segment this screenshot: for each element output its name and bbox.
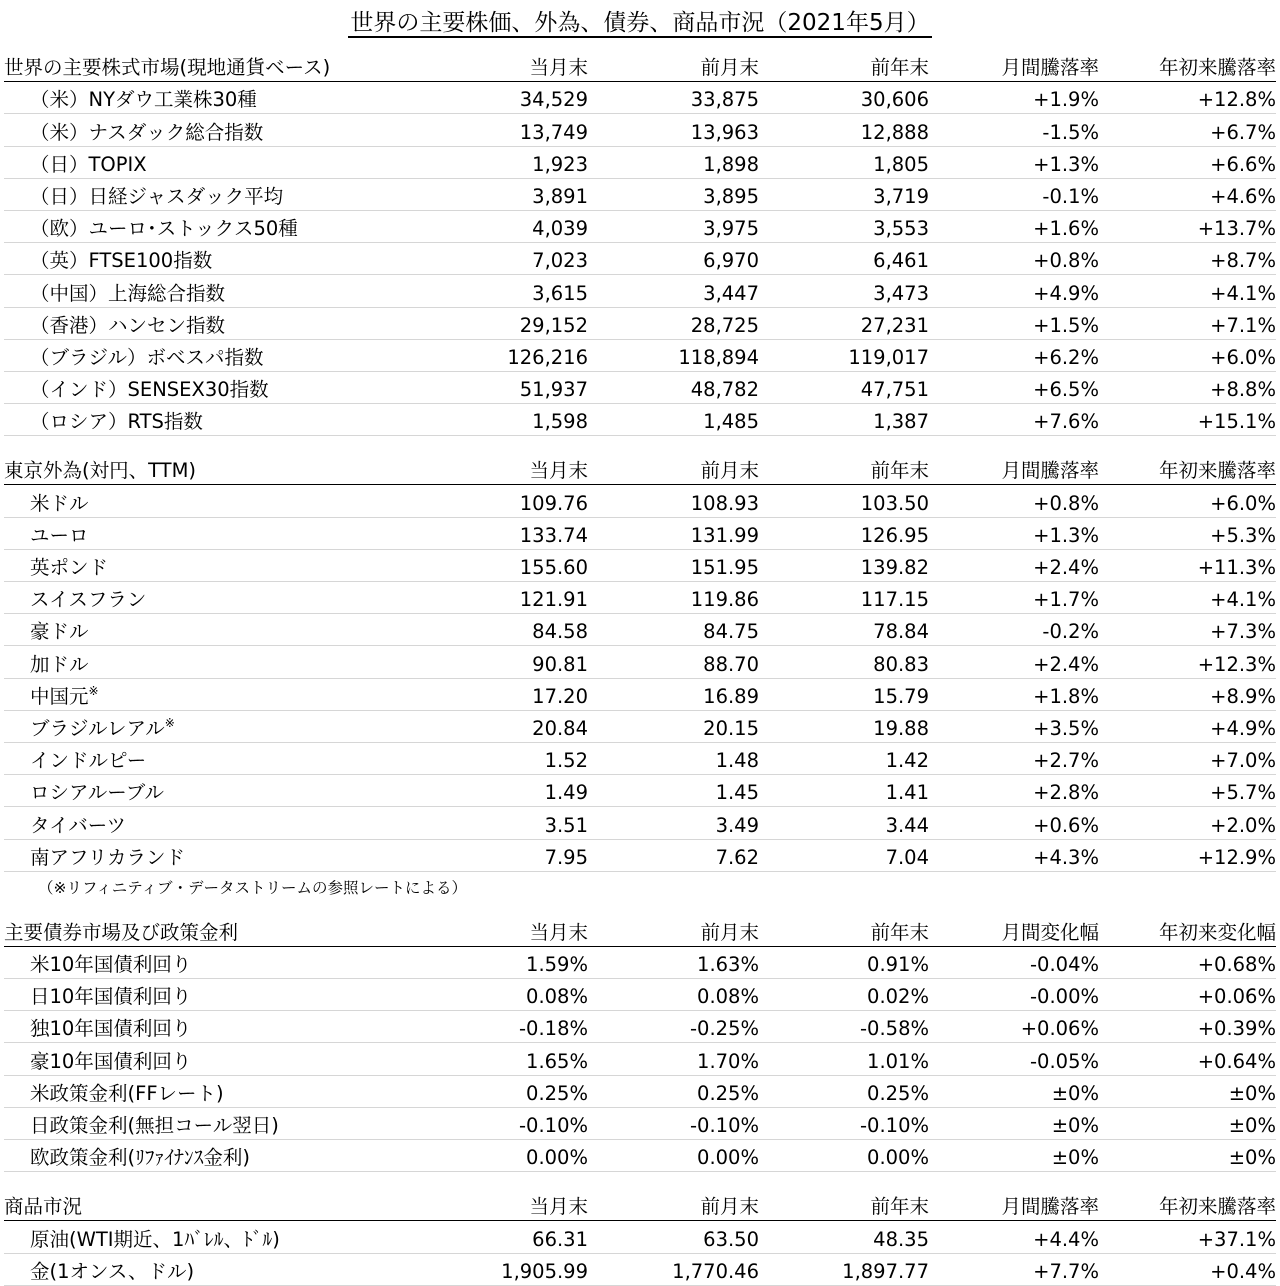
monthly-change-cell: +2.7% — [929, 742, 1099, 774]
label-cell: 南アフリカランド — [4, 839, 390, 871]
table-row — [4, 582, 1276, 614]
previous-month-end-cell: 16.89 — [588, 678, 759, 710]
column-header: 前月末 — [588, 50, 759, 82]
section-title: 世界の主要株式市場(現地通貨ベース) — [4, 50, 390, 82]
previous-year-end-cell: 117.15 — [759, 582, 929, 614]
table-row — [4, 678, 1276, 710]
table-row — [4, 1011, 1276, 1043]
ytd-change-cell: +5.7% — [1099, 775, 1276, 807]
table-row — [4, 549, 1276, 581]
current-month-end-cell: 7,023 — [390, 243, 588, 275]
section-spacer — [4, 898, 1276, 915]
previous-year-end-cell: 78.84 — [759, 614, 929, 646]
monthly-change-cell: ±0% — [929, 1140, 1099, 1172]
previous-year-end-cell: 1,897.77 — [759, 1253, 929, 1285]
monthly-change-cell: ±0% — [929, 1075, 1099, 1107]
current-month-end-cell: 1,905.99 — [390, 1253, 588, 1285]
ytd-change-cell: +4.6% — [1099, 178, 1276, 210]
label-cell: 豪10年国債利回り — [4, 1043, 390, 1075]
label-cell: タイバーツ — [4, 807, 390, 839]
previous-month-end-cell: -0.25% — [588, 1011, 759, 1043]
table-row — [4, 517, 1276, 549]
monthly-change-cell: -0.2% — [929, 614, 1099, 646]
current-month-end-cell: 20.84 — [390, 710, 588, 742]
current-month-end-cell: 155.60 — [390, 549, 588, 581]
label-cell: （日）日経ジャスダック平均 — [4, 178, 390, 210]
ytd-change-cell: +6.6% — [1099, 146, 1276, 178]
previous-year-end-cell: 139.82 — [759, 549, 929, 581]
current-month-end-cell: 84.58 — [390, 614, 588, 646]
label-cell: 日10年国債利回り — [4, 979, 390, 1011]
column-header: 前月末 — [588, 1189, 759, 1221]
label-cell: （インド）SENSEX30指数 — [4, 371, 390, 403]
current-month-end-cell: 0.08% — [390, 979, 588, 1011]
section-title: 主要債券市場及び政策金利 — [4, 915, 390, 947]
monthly-change-cell: +6.5% — [929, 371, 1099, 403]
table-row — [4, 307, 1276, 339]
label-cell: （中国）上海総合指数 — [4, 275, 390, 307]
previous-year-end-cell: 1.42 — [759, 742, 929, 774]
label-cell: （米）NYダウ工業株30種 — [4, 82, 390, 114]
current-month-end-cell: -0.10% — [390, 1107, 588, 1139]
ytd-change-cell: +6.0% — [1099, 339, 1276, 371]
monthly-change-cell: +0.6% — [929, 807, 1099, 839]
previous-month-end-cell: 48,782 — [588, 371, 759, 403]
current-month-end-cell: 1,923 — [390, 146, 588, 178]
monthly-change-cell: +1.8% — [929, 678, 1099, 710]
previous-month-end-cell: 0.25% — [588, 1075, 759, 1107]
current-month-end-cell: 7.95 — [390, 839, 588, 871]
monthly-change-cell: +7.7% — [929, 1253, 1099, 1285]
label-cell: 金(1オンス、ドル) — [4, 1253, 390, 1285]
footnote-mark: ※ — [88, 683, 99, 698]
monthly-change-cell: -0.00% — [929, 979, 1099, 1011]
table-row — [4, 404, 1276, 436]
current-month-end-cell: 17.20 — [390, 678, 588, 710]
section-title: 商品市況 — [4, 1189, 390, 1221]
previous-month-end-cell: 1.45 — [588, 775, 759, 807]
ytd-change-cell: +7.0% — [1099, 742, 1276, 774]
ytd-change-cell: +12.9% — [1099, 839, 1276, 871]
table-row — [4, 339, 1276, 371]
column-header: 当月末 — [390, 915, 588, 947]
ytd-change-cell: +0.68% — [1099, 946, 1276, 978]
label-cell: （日）TOPIX — [4, 146, 390, 178]
previous-month-end-cell: 131.99 — [588, 517, 759, 549]
label-cell: 米ドル — [4, 485, 390, 517]
ytd-change-cell: +12.8% — [1099, 82, 1276, 114]
previous-month-end-cell: 0.08% — [588, 979, 759, 1011]
table-row — [4, 839, 1276, 871]
table-row — [4, 807, 1276, 839]
previous-month-end-cell: 119.86 — [588, 582, 759, 614]
table-row — [4, 1107, 1276, 1139]
label-cell: 独10年国債利回り — [4, 1011, 390, 1043]
previous-year-end-cell: 0.91% — [759, 946, 929, 978]
footnote-row — [4, 871, 1276, 898]
current-month-end-cell: 0.25% — [390, 1075, 588, 1107]
current-month-end-cell: 1,598 — [390, 404, 588, 436]
table-row — [4, 1043, 1276, 1075]
monthly-change-cell: +1.6% — [929, 210, 1099, 242]
label-cell: （米）ナスダック総合指数 — [4, 114, 390, 146]
previous-year-end-cell: -0.10% — [759, 1107, 929, 1139]
monthly-change-cell: +4.4% — [929, 1221, 1099, 1253]
monthly-change-cell: -1.5% — [929, 114, 1099, 146]
section-title: 東京外為(対円、TTM) — [4, 453, 390, 485]
column-header: 年初来騰落率 — [1099, 453, 1276, 485]
section-spacer — [4, 1172, 1276, 1190]
table-row — [4, 946, 1276, 978]
previous-year-end-cell: 1,387 — [759, 404, 929, 436]
previous-year-end-cell: 119,017 — [759, 339, 929, 371]
current-month-end-cell: -0.18% — [390, 1011, 588, 1043]
label-cell: 日政策金利(無担コール翌日) — [4, 1107, 390, 1139]
table-row — [4, 775, 1276, 807]
table-row — [4, 1253, 1276, 1285]
column-header: 年初来変化幅 — [1099, 915, 1276, 947]
ytd-change-cell: +6.7% — [1099, 114, 1276, 146]
table-row — [4, 114, 1276, 146]
current-month-end-cell: 66.31 — [390, 1221, 588, 1253]
column-header: 前月末 — [588, 453, 759, 485]
column-header: 月間騰落率 — [929, 1189, 1099, 1221]
previous-year-end-cell: 3,719 — [759, 178, 929, 210]
column-header: 年初来騰落率 — [1099, 1189, 1276, 1221]
monthly-change-cell: +2.4% — [929, 549, 1099, 581]
ytd-change-cell: +8.9% — [1099, 678, 1276, 710]
monthly-change-cell: +2.4% — [929, 646, 1099, 678]
monthly-change-cell: +1.3% — [929, 146, 1099, 178]
section-header-row — [4, 453, 1276, 485]
previous-year-end-cell: 19.88 — [759, 710, 929, 742]
monthly-change-cell: +0.8% — [929, 243, 1099, 275]
table-row — [4, 210, 1276, 242]
label-cell: スイスフラン — [4, 582, 390, 614]
previous-year-end-cell: 27,231 — [759, 307, 929, 339]
previous-year-end-cell: 47,751 — [759, 371, 929, 403]
previous-year-end-cell: 30,606 — [759, 82, 929, 114]
label-cell: 米政策金利(FFレート) — [4, 1075, 390, 1107]
column-header: 前月末 — [588, 915, 759, 947]
section-header-row — [4, 50, 1276, 82]
previous-month-end-cell: 3,975 — [588, 210, 759, 242]
previous-month-end-cell: 1,770.46 — [588, 1253, 759, 1285]
current-month-end-cell: 1.65% — [390, 1043, 588, 1075]
ytd-change-cell: ±0% — [1099, 1140, 1276, 1172]
table-row — [4, 614, 1276, 646]
ytd-change-cell: +6.0% — [1099, 485, 1276, 517]
table-row — [4, 82, 1276, 114]
previous-month-end-cell: 151.95 — [588, 549, 759, 581]
monthly-change-cell: +3.5% — [929, 710, 1099, 742]
ytd-change-cell: +12.3% — [1099, 646, 1276, 678]
previous-month-end-cell: 88.70 — [588, 646, 759, 678]
current-month-end-cell: 51,937 — [390, 371, 588, 403]
previous-month-end-cell: -0.10% — [588, 1107, 759, 1139]
column-header: 当月末 — [390, 1189, 588, 1221]
previous-month-end-cell: 33,875 — [588, 82, 759, 114]
current-month-end-cell: 3,891 — [390, 178, 588, 210]
ytd-change-cell: +0.06% — [1099, 979, 1276, 1011]
table-row — [4, 646, 1276, 678]
monthly-change-cell: +6.2% — [929, 339, 1099, 371]
previous-month-end-cell: 1.63% — [588, 946, 759, 978]
previous-month-end-cell: 3,895 — [588, 178, 759, 210]
table-row — [4, 178, 1276, 210]
current-month-end-cell: 133.74 — [390, 517, 588, 549]
label-cell: （香港）ハンセン指数 — [4, 307, 390, 339]
table-row — [4, 1075, 1276, 1107]
current-month-end-cell: 109.76 — [390, 485, 588, 517]
previous-month-end-cell: 6,970 — [588, 243, 759, 275]
previous-year-end-cell: 3,473 — [759, 275, 929, 307]
footnote-mark: ※ — [164, 715, 175, 730]
previous-month-end-cell: 1.48 — [588, 742, 759, 774]
column-header: 月間騰落率 — [929, 50, 1099, 82]
label-cell: インドルピー — [4, 742, 390, 774]
current-month-end-cell: 126,216 — [390, 339, 588, 371]
table-row — [4, 485, 1276, 517]
previous-year-end-cell: 7.04 — [759, 839, 929, 871]
previous-year-end-cell: 0.02% — [759, 979, 929, 1011]
current-month-end-cell: 4,039 — [390, 210, 588, 242]
monthly-change-cell: ±0% — [929, 1107, 1099, 1139]
table-row — [4, 371, 1276, 403]
ytd-change-cell: +15.1% — [1099, 404, 1276, 436]
ytd-change-cell: +0.39% — [1099, 1011, 1276, 1043]
ytd-change-cell: +7.1% — [1099, 307, 1276, 339]
previous-month-end-cell: 28,725 — [588, 307, 759, 339]
monthly-change-cell: +1.9% — [929, 82, 1099, 114]
previous-month-end-cell: 118,894 — [588, 339, 759, 371]
previous-year-end-cell: 3.44 — [759, 807, 929, 839]
table-row — [4, 146, 1276, 178]
label-cell: 豪ドル — [4, 614, 390, 646]
previous-year-end-cell: 15.79 — [759, 678, 929, 710]
label-cell: 米10年国債利回り — [4, 946, 390, 978]
label-cell: 英ポンド — [4, 549, 390, 581]
previous-month-end-cell: 13,963 — [588, 114, 759, 146]
table-row — [4, 275, 1276, 307]
table-row — [4, 1140, 1276, 1172]
ytd-change-cell: +2.0% — [1099, 807, 1276, 839]
table-row — [4, 1221, 1276, 1253]
previous-year-end-cell: 1.01% — [759, 1043, 929, 1075]
monthly-change-cell: +2.8% — [929, 775, 1099, 807]
market-table — [4, 50, 1276, 1286]
column-header: 年初来騰落率 — [1099, 50, 1276, 82]
monthly-change-cell: +7.6% — [929, 404, 1099, 436]
ytd-change-cell: +4.1% — [1099, 582, 1276, 614]
label-cell: 加ドル — [4, 646, 390, 678]
monthly-change-cell: +1.3% — [929, 517, 1099, 549]
current-month-end-cell: 29,152 — [390, 307, 588, 339]
ytd-change-cell: +13.7% — [1099, 210, 1276, 242]
previous-year-end-cell: 1,805 — [759, 146, 929, 178]
table-row — [4, 979, 1276, 1011]
label-cell: （ロシア）RTS指数 — [4, 404, 390, 436]
previous-month-end-cell: 1.70% — [588, 1043, 759, 1075]
previous-month-end-cell: 108.93 — [588, 485, 759, 517]
previous-month-end-cell: 20.15 — [588, 710, 759, 742]
ytd-change-cell: +37.1% — [1099, 1221, 1276, 1253]
label-cell: ユーロ — [4, 517, 390, 549]
label-cell: ロシアルーブル — [4, 775, 390, 807]
section-header-row — [4, 1189, 1276, 1221]
table-row — [4, 243, 1276, 275]
previous-year-end-cell: 3,553 — [759, 210, 929, 242]
previous-year-end-cell: 0.00% — [759, 1140, 929, 1172]
previous-year-end-cell: 0.25% — [759, 1075, 929, 1107]
ytd-change-cell: +7.3% — [1099, 614, 1276, 646]
table-row — [4, 742, 1276, 774]
current-month-end-cell: 3,615 — [390, 275, 588, 307]
previous-month-end-cell: 3,447 — [588, 275, 759, 307]
column-header: 月間変化幅 — [929, 915, 1099, 947]
previous-year-end-cell: 6,461 — [759, 243, 929, 275]
label-cell: （欧）ユーロ･ストックス50種 — [4, 210, 390, 242]
current-month-end-cell: 13,749 — [390, 114, 588, 146]
table-row — [4, 710, 1276, 742]
label-cell: 原油(WTI期近、1ﾊﾞﾚﾙ、ﾄﾞﾙ) — [4, 1221, 390, 1253]
current-month-end-cell: 3.51 — [390, 807, 588, 839]
column-header: 前年末 — [759, 50, 929, 82]
current-month-end-cell: 1.49 — [390, 775, 588, 807]
monthly-change-cell: -0.05% — [929, 1043, 1099, 1075]
column-header: 前年末 — [759, 915, 929, 947]
current-month-end-cell: 90.81 — [390, 646, 588, 678]
column-header: 当月末 — [390, 50, 588, 82]
previous-year-end-cell: -0.58% — [759, 1011, 929, 1043]
page-title: 世界の主要株価、外為、債券、商品市況（2021年5月） — [350, 10, 930, 36]
column-header: 前年末 — [759, 453, 929, 485]
previous-year-end-cell: 126.95 — [759, 517, 929, 549]
previous-month-end-cell: 7.62 — [588, 839, 759, 871]
label-cell: 欧政策金利(ﾘﾌｧｲﾅﾝｽ金利) — [4, 1140, 390, 1172]
ytd-change-cell: +0.64% — [1099, 1043, 1276, 1075]
previous-year-end-cell: 80.83 — [759, 646, 929, 678]
ytd-change-cell: +5.3% — [1099, 517, 1276, 549]
ytd-change-cell: ±0% — [1099, 1107, 1276, 1139]
previous-month-end-cell: 1,898 — [588, 146, 759, 178]
current-month-end-cell: 34,529 — [390, 82, 588, 114]
monthly-change-cell: +0.8% — [929, 485, 1099, 517]
monthly-change-cell: -0.1% — [929, 178, 1099, 210]
current-month-end-cell: 1.59% — [390, 946, 588, 978]
label-cell: （ブラジル）ボベスパ指数 — [4, 339, 390, 371]
monthly-change-cell: +0.06% — [929, 1011, 1099, 1043]
ytd-change-cell: +0.4% — [1099, 1253, 1276, 1285]
monthly-change-cell: +1.5% — [929, 307, 1099, 339]
label-cell: 中国元※ — [4, 678, 390, 710]
monthly-change-cell: -0.04% — [929, 946, 1099, 978]
column-header: 前年末 — [759, 1189, 929, 1221]
ytd-change-cell: +4.1% — [1099, 275, 1276, 307]
current-month-end-cell: 1.52 — [390, 742, 588, 774]
monthly-change-cell: +1.7% — [929, 582, 1099, 614]
monthly-change-cell: +4.9% — [929, 275, 1099, 307]
footnote-text: （※リフィニティブ・データストリームの参照レートによる） — [38, 878, 468, 897]
label-cell: ブラジルレアル※ — [4, 710, 390, 742]
previous-month-end-cell: 3.49 — [588, 807, 759, 839]
ytd-change-cell: ±0% — [1099, 1075, 1276, 1107]
label-cell: （英）FTSE100指数 — [4, 243, 390, 275]
current-month-end-cell: 121.91 — [390, 582, 588, 614]
section-header-row — [4, 915, 1276, 947]
ytd-change-cell: +8.8% — [1099, 371, 1276, 403]
column-header: 月間騰落率 — [929, 453, 1099, 485]
previous-month-end-cell: 1,485 — [588, 404, 759, 436]
current-month-end-cell: 0.00% — [390, 1140, 588, 1172]
previous-year-end-cell: 103.50 — [759, 485, 929, 517]
previous-year-end-cell: 12,888 — [759, 114, 929, 146]
ytd-change-cell: +4.9% — [1099, 710, 1276, 742]
previous-year-end-cell: 48.35 — [759, 1221, 929, 1253]
previous-month-end-cell: 63.50 — [588, 1221, 759, 1253]
previous-year-end-cell: 1.41 — [759, 775, 929, 807]
ytd-change-cell: +11.3% — [1099, 549, 1276, 581]
previous-month-end-cell: 0.00% — [588, 1140, 759, 1172]
monthly-change-cell: +4.3% — [929, 839, 1099, 871]
previous-month-end-cell: 84.75 — [588, 614, 759, 646]
ytd-change-cell: +8.7% — [1099, 243, 1276, 275]
column-header: 当月末 — [390, 453, 588, 485]
section-spacer — [4, 436, 1276, 454]
